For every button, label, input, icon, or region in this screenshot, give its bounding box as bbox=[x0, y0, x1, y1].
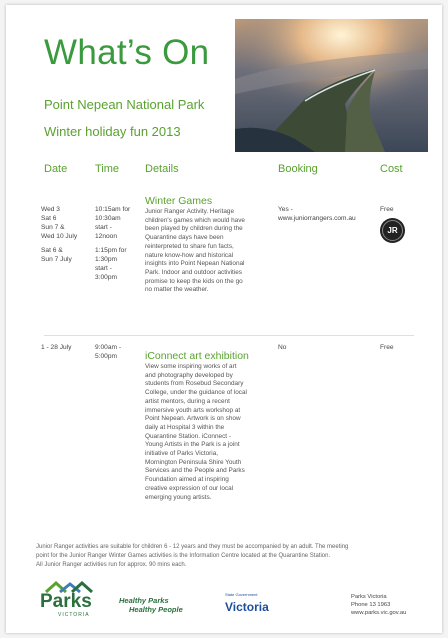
contact-details: Parks Victoria Phone 13 1963 www.parks.vic.gov.au bbox=[351, 594, 407, 616]
event-cost: Free bbox=[380, 206, 394, 213]
park-name: Point Nepean National Park bbox=[44, 97, 205, 112]
event-booking: Yes - www.juniorrangers.com.au bbox=[278, 206, 356, 222]
column-header-booking: Booking bbox=[278, 163, 318, 175]
event-title: Winter Games bbox=[145, 195, 213, 207]
event-description: Junior Ranger Activity. Heritage children's games which would have been played by children during the Quarantine days have been reinterpreted to share fun facts, nature know-how and historical insights into Point Nepean National Park. Indoor and outdoor activities promise to keep the kids on the go no matter the weather. bbox=[145, 208, 245, 294]
row-divider bbox=[44, 335, 414, 336]
page-title: What’s On bbox=[44, 33, 210, 72]
column-header-details: Details bbox=[145, 163, 179, 175]
event-time: 10:15am for 10:30am start - 12noon 1:15pm for 1:30pm start - 3:00pm bbox=[95, 206, 131, 281]
coastline-photo bbox=[235, 19, 428, 152]
column-header-cost: Cost bbox=[380, 163, 403, 175]
footnote: Junior Ranger activities are suitable for children 6 - 12 years and they must be accompanied by an adult. The meeting point for the Junior Ranger Winter Games activities is the Information Centre located at the Quarantine Station. All Junior Ranger activities run for approx. 90 mins each. bbox=[36, 544, 349, 568]
event-date: 1 - 28 July bbox=[41, 344, 72, 351]
event-title: iConnect art exhibition bbox=[145, 350, 249, 362]
healthy-people-tagline: Healthy People bbox=[129, 605, 183, 614]
flyer-page bbox=[6, 5, 442, 633]
booking-link[interactable]: www.juniorrangers.com.au bbox=[278, 215, 356, 222]
parks-victoria-logo-icon: Parks VICTORIA bbox=[40, 580, 112, 620]
event-season: Winter holiday fun 2013 bbox=[44, 124, 181, 139]
column-header-date: Date bbox=[44, 163, 68, 175]
healthy-parks-tagline: Healthy Parks bbox=[119, 596, 169, 605]
event-date: Wed 3 Sat 6 Sun 7 & Wed 10 July Sat 6 & Sun 7 July bbox=[41, 206, 78, 263]
state-government-victoria-logo-icon: State Government Victoria bbox=[225, 592, 269, 614]
event-time: 9:00am - 5:00pm bbox=[95, 344, 122, 360]
column-header-time: Time bbox=[95, 163, 120, 175]
event-booking: No bbox=[278, 344, 287, 351]
event-cost: Free bbox=[380, 344, 394, 351]
junior-ranger-badge-icon: JR bbox=[380, 218, 405, 243]
event-description: View some inspiring works of art and photography developed by students from Rosebud Secondary College, under the guidance of local artist mentors, during a recent immersive youth arts workshop at Point Nepean. Artwork is on show daily at Hospital 3 within the Quarantine Station. iConnect - Young Artists in the Park is a joint initiative of Parks Victoria, Mornington Peninsula Shire Youth Services and the People and Parks Foundation aimed at inspiring creative expression of our local emerging young artists. bbox=[145, 363, 247, 501]
